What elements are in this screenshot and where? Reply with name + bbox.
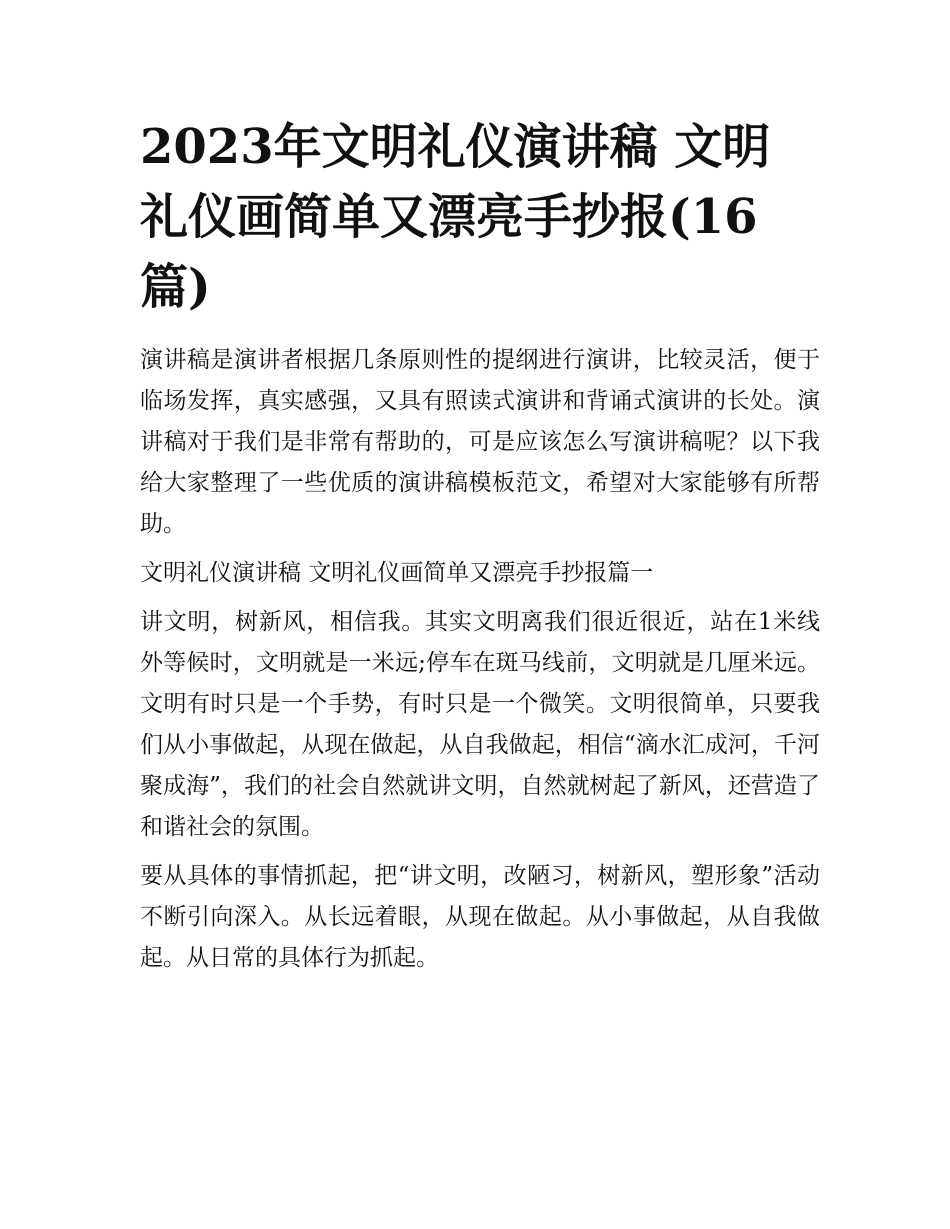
body-paragraph: 要从具体的事情抓起，把“讲文明，改陋习，树新风，塑形象”活动不断引向深入。从长远着眼，从现在做起。从小事做起，从自我做起。从日常的具体行为抓起。 <box>140 863 820 971</box>
section-heading: 文明礼仪演讲稿 文明礼仪画简单又漂亮手抄报篇一 <box>140 560 654 586</box>
body-paragraph: 讲文明，树新风，相信我。其实文明离我们很近很近，站在1米线外等候时，文明就是一米远;停车在斑马线前，文明就是几厘米远。文明有时只是一个手势，有时只是一个微笑。文明很简单，只要我们从小事做起，从现在做起，从自我做起，相信“滴水汇成河，千河聚成海”，我们的社会自然就讲文明，自然就树起了新风，还营造了和谐社会的氛围。 <box>140 609 820 840</box>
document-page <box>140 112 820 979</box>
document-title: 2023年文明礼仪演讲稿 文明礼仪画简单又漂亮手抄报(16篇) <box>140 119 771 315</box>
intro-paragraph: 演讲稿是演讲者根据几条原则性的提纲进行演讲，比较灵活，便于临场发挥，真实感强，又具有照读式演讲和背诵式演讲的长处。演讲稿对于我们是非常有帮助的，可是应该怎么写演讲稿呢？以下我给大家整理了一些优质的演讲稿模板范文，希望对大家能够有所帮助。 <box>140 347 820 537</box>
